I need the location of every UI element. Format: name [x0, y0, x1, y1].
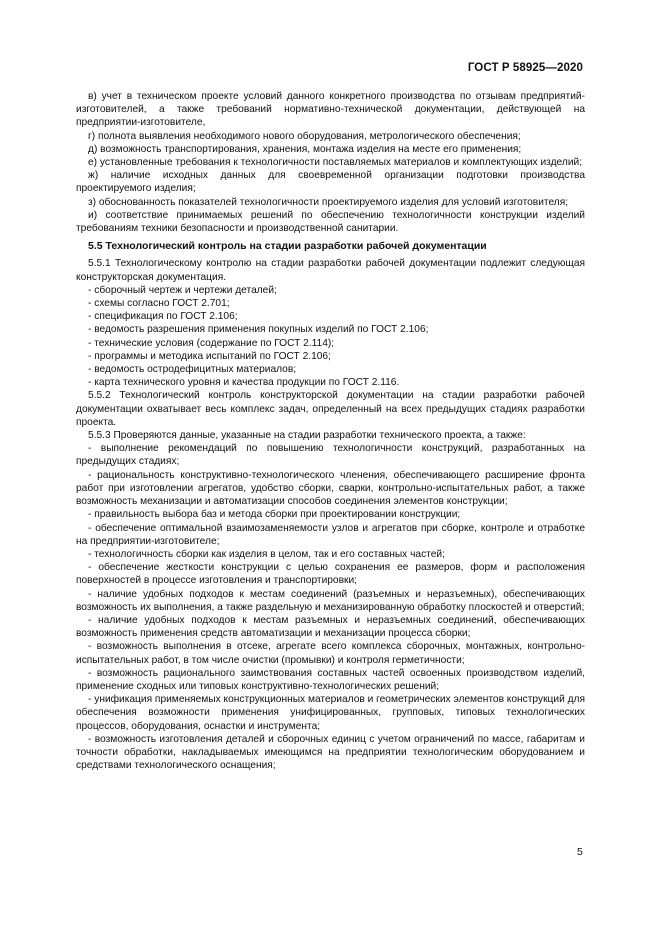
bullet-item: - технические условия (содержание по ГОСТ 2.114);: [88, 337, 335, 349]
bullet-item: - возможность выполнения в отсеке, агрегате всего комплекса сборочных, монтажных, контрольно-испытательных работ, в том числе очистки (промывки) и контроля герметичности;: [76, 641, 585, 666]
bullet-item: - технологичность сборки как изделия в целом, так и его составных частей;: [88, 548, 445, 560]
list-item-zh: ж) наличие исходных данных для своевременной организации подготовки производства проектируемого изделия;: [76, 170, 585, 195]
bullet-item: - сборочный чертеж и чертежи деталей;: [88, 284, 277, 296]
bullet-item: - схемы согласно ГОСТ 2.701;: [88, 298, 230, 310]
list-item-v: в) учет в техническом проекте условий данного конкретного производства по отзывам предприятий-изготовителей, а также требований нормативно-технической документации, действующей на предприятии-изготовителе,: [76, 91, 585, 129]
bullet-item: - унификация применяемых конструкционных материалов и геометрических элементов конструкций для обеспечения возможности применения унифицированных, групповых, типовых технологических процессов, оборудования, оснастки и инструмента;: [76, 694, 585, 732]
bullet-item: - возможность изготовления деталей и сборочных единиц с учетом ограничений по массе, габаритам и точности обработки, накладываемых имеющимся на предприятии технологическим оборудованием и средствами технологического оснащения;: [76, 733, 585, 772]
bullet-item: - выполнение рекомендаций по повышению технологичности конструкций, разработанных на предыдущих стадиях;: [76, 443, 585, 468]
list-item-z: з) обоснованность показателей технологичности проектируемого изделия для условий изготовителя;: [88, 196, 569, 208]
bullet-item: - наличие удобных подходов к местам разъемных и неразъемных соединений, обеспечивающих возможность применения средств автоматизации и механизации процесса сборки;: [76, 614, 585, 640]
bullet-item: - обеспечение жесткости конструкции с целью сохранения ее размеров, форм и расположения поверхностей в процессе изготовления и транспортировки;: [76, 562, 585, 587]
list-item-g: г) полнота выявления необходимого нового оборудования, метрологического обеспечения;: [88, 130, 521, 142]
bullet-item: - возможность рационального заимствования составных частей освоенных производством изделий, применение сходных или типовых конструктивно-технологических решений;: [76, 667, 585, 692]
bullet-item: - спецификация по ГОСТ 2.106;: [88, 311, 238, 323]
bullet-item: - правильность выбора баз и метода сборки при проектировании конструкции;: [88, 509, 461, 521]
bullet-item: - обеспечение оптимальной взаимозаменяемости узлов и агрегатов при сборке, контроле и отработке на предприятии-изготовителе;: [76, 522, 585, 547]
standard-number-header: ГОСТ Р 58925—2020: [467, 62, 583, 74]
section-heading-5-5: 5.5 Технологический контроль на стадии разработки рабочей документации: [88, 240, 487, 253]
page-number: 5: [577, 846, 583, 858]
bullet-item: - ведомость разрешения применения покупных изделий по ГОСТ 2.106;: [88, 324, 429, 336]
list-item-e: е) установленные требования к технологичности поставляемых материалов и комплектующих изделий;: [88, 157, 583, 169]
clause-5-5-2: 5.5.2 Технологический контроль конструкторской документации на стадии разработки рабочей документации охватывает весь комплекс задач, определенный на всех предыдущих стадиях разработки проекта.: [76, 390, 585, 428]
list-item-d: д) возможность транспортирования, хранения, монтажа изделия на месте его применения;: [88, 143, 522, 155]
bullet-item: - программы и методика испытаний по ГОСТ 2.106;: [88, 350, 331, 362]
clause-5-5-1: 5.5.1 Технологическому контролю на стадии разработки рабочей документации подлежит следующая конструкторская документация.: [76, 258, 585, 283]
clause-5-5-3: 5.5.3 Проверяются данные, указанные на стадии разработки технического проекта, а также:: [88, 430, 526, 442]
document-body: [76, 90, 585, 772]
list-item-i: и) соответствие принимаемых решений по обеспечению технологичности конструкции изделий требованиям техники безопасности и производственной санитарии.: [76, 209, 585, 235]
bullet-item: - наличие удобных подходов к местам соединений (разъемных и неразъемных), обеспечивающих возможность их выполнения, а также раздельную и механизированную обработку плоскостей и отверстий;: [76, 588, 585, 613]
bullet-item: - рациональность конструктивно-технологического членения, обеспечивающего расширение фронта работ при изготовлении агрегатов, удобство сборки, сварки, контрольно-испытательных работ, а также возможность механизации и автоматизации способов соединения элементов конструкции;: [76, 469, 585, 508]
bullet-item: - карта технического уровня и качества продукции по ГОСТ 2.116.: [88, 377, 400, 389]
bullet-item: - ведомость остродефицитных материалов;: [88, 364, 297, 376]
